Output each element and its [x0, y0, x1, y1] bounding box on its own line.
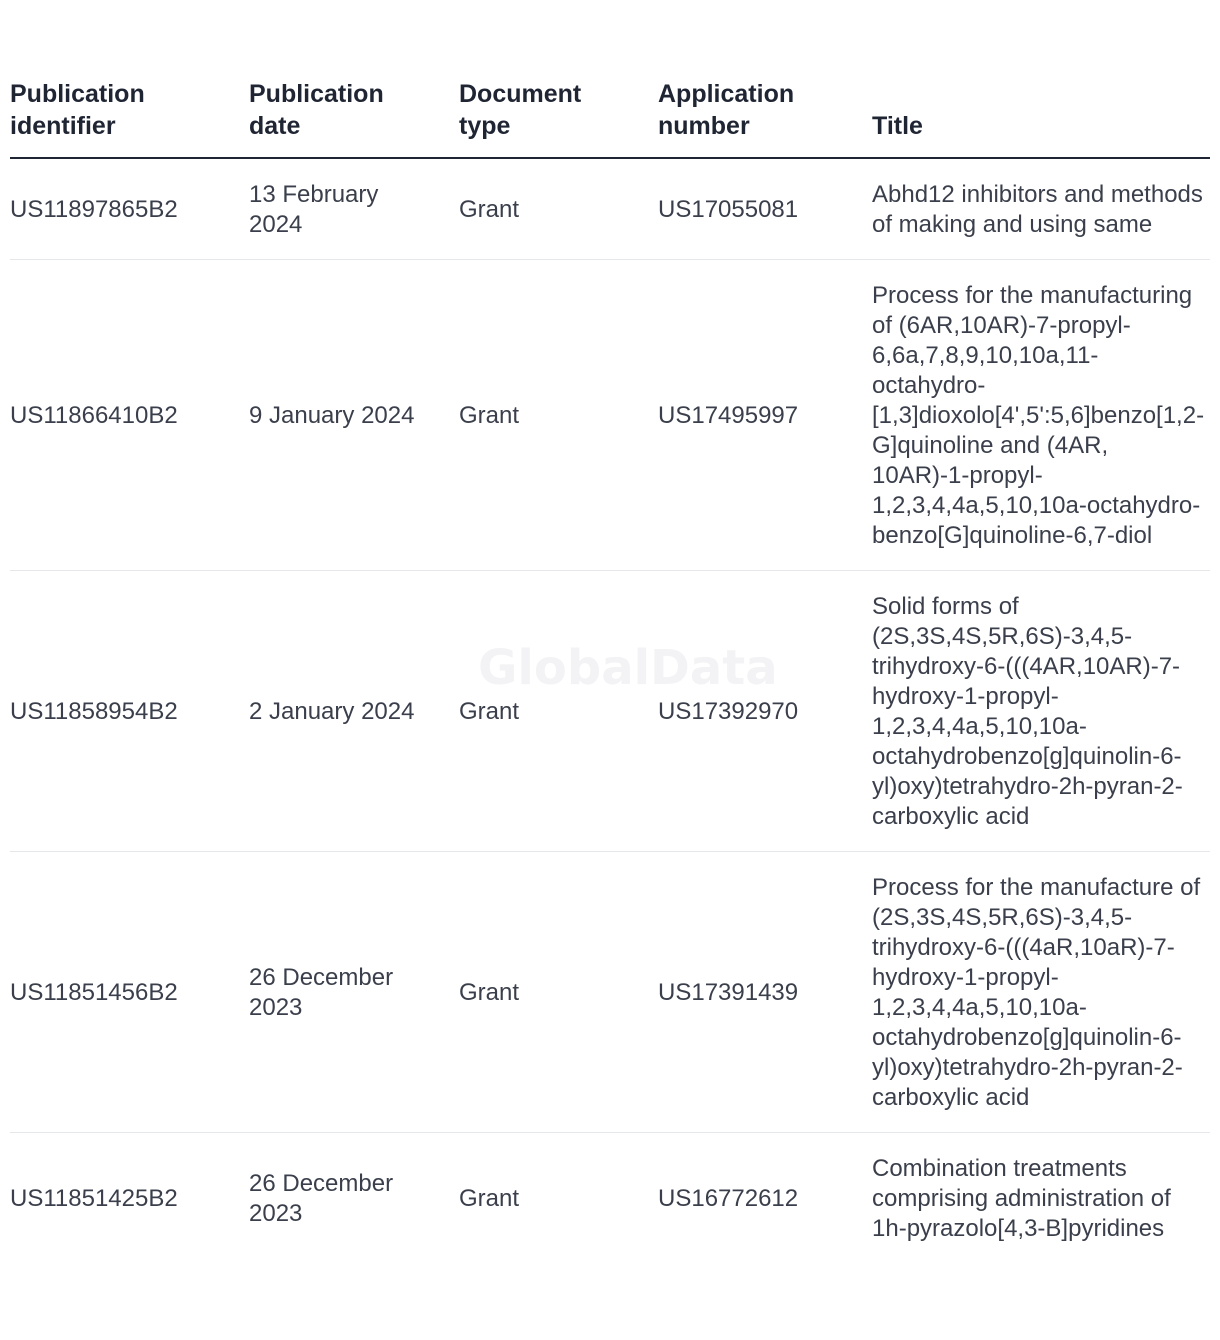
- cell-publication-identifier: US11897865B2: [10, 158, 249, 260]
- table-row: [10, 260, 1210, 571]
- cell-publication-date: 9 January 2024: [249, 260, 459, 571]
- cell-publication-date: 26 December 2023: [249, 1170, 394, 1227]
- cell-publication-identifier: US11858954B2: [10, 571, 249, 852]
- cell-document-type: Grant: [459, 158, 658, 260]
- patent-table-container: [10, 78, 1210, 1263]
- cell-application-number: US17392970: [658, 571, 872, 852]
- cell-title: Process for the manufacture of (2S,3S,4S,5R,6S)-3,4,5-trihydroxy-6-(((4aR,10aR)-7-hydroxy-1-propyl-1,2,3,4,4a,5,10,10a-octahydrobenzo[g]quinolin-6-yl)oxy)tetrahydro-2h-pyran-2-carboxylic acid: [872, 852, 1210, 1133]
- watermark: GlobalData: [478, 640, 778, 696]
- cell-publication-identifier: US11866410B2: [10, 260, 249, 571]
- cell-publication-identifier: US11851425B2: [10, 1185, 178, 1212]
- cell-title: Combination treatments comprising administration of 1h-pyrazolo[4,3-B]pyridines: [872, 1155, 1171, 1242]
- header-title: Title: [872, 78, 1210, 158]
- header-publication-date: Publication date: [249, 78, 459, 158]
- cell-application-number: US16772612: [658, 1185, 799, 1212]
- cell-publication-identifier: US11851456B2: [10, 852, 249, 1133]
- table-body: [10, 158, 1210, 1263]
- cell-title: Abhd12 inhibitors and methods of making and using same: [872, 158, 1210, 260]
- header-row: [10, 78, 1210, 158]
- cell-document-type: Grant: [459, 571, 658, 852]
- patent-table: [10, 78, 1210, 1263]
- table-row: [10, 158, 1210, 260]
- table-row: [10, 571, 1210, 852]
- cell-document-type: Grant: [459, 260, 658, 571]
- cell-document-type: Grant: [459, 852, 658, 1133]
- cell-application-number: US17055081: [658, 158, 872, 260]
- table-header: [10, 78, 1210, 158]
- header-application-number: Application number: [658, 78, 872, 158]
- table-row: [10, 1133, 1210, 1264]
- cell-title: Solid forms of (2S,3S,4S,5R,6S)-3,4,5-trihydroxy-6-(((4AR,10AR)-7-hydroxy-1-propyl-1,2,3,4,4a,5,10,10a-octahydrobenzo[g]quinolin-6-yl)oxy)tetrahydro-2h-pyran-2-carboxylic acid: [872, 571, 1210, 852]
- cell-document-type: Grant: [459, 1185, 520, 1212]
- header-document-type: Document type: [459, 78, 658, 158]
- header-publication-identifier: Publication identifier: [10, 78, 249, 158]
- cell-title: Process for the manufacturing of (6AR,10AR)-7-propyl-6,6a,7,8,9,10,10a,11-octahydro-[1,3]dioxolo[4',5':5,6]benzo[1,2-G]quinoline and (4AR, 10AR)-1-propyl-1,2,3,4,4a,5,10,10a-octahydro-benzo[G]quinoline-6,7-diol: [872, 260, 1210, 571]
- cell-application-number: US17391439: [658, 852, 872, 1133]
- cell-publication-date: 26 December 2023: [249, 852, 459, 1133]
- cell-publication-date: 13 February 2024: [249, 158, 459, 260]
- cell-publication-date: 2 January 2024: [249, 571, 459, 852]
- cell-application-number: US17495997: [658, 260, 872, 571]
- table-row: [10, 852, 1210, 1133]
